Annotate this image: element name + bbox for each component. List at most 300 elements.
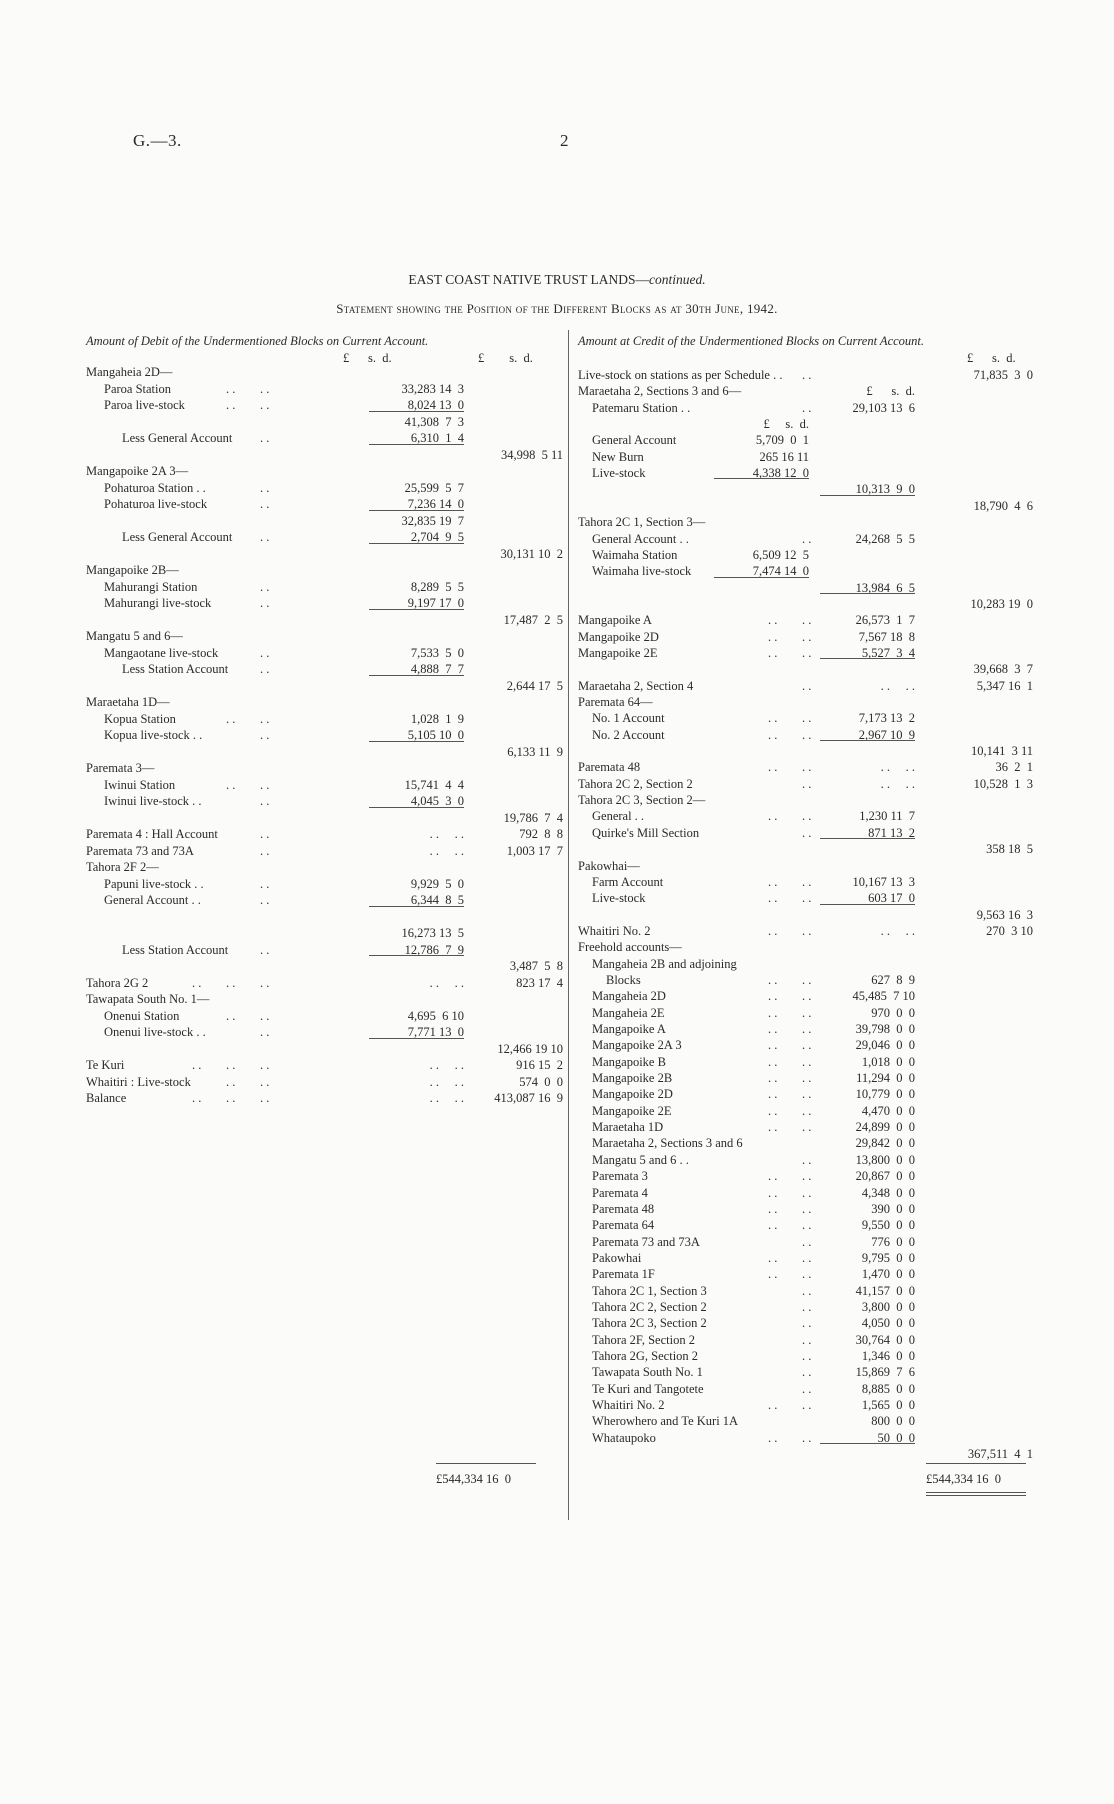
leader-dots: . . <box>260 843 270 858</box>
leader-dots: . . <box>768 711 778 726</box>
credit-row <box>578 481 1033 497</box>
credit-row <box>578 939 1033 955</box>
credit-row <box>578 612 1033 628</box>
leader-dots: . . <box>802 1152 812 1167</box>
leader-dots: . . <box>802 645 812 660</box>
credit-amount-a: 7,173 13 2 <box>858 711 915 726</box>
debit-row-label: Mangatu 5 and 6— <box>86 629 183 643</box>
leader-dots: . . <box>192 1058 202 1072</box>
debit-row <box>86 760 566 776</box>
credit-row-label: Tahora 2C 2, Section 2 <box>592 1299 707 1314</box>
leader-dots: . . <box>802 613 812 628</box>
credit-amount-c: 367,511 4 1 <box>967 1447 1033 1462</box>
debit-amount-b: 823 17 4 <box>516 975 563 990</box>
debit-amount-b: 2,644 17 5 <box>506 678 563 693</box>
leader-dots: . . <box>260 662 270 676</box>
debit-currency-header-b: £ s. d. <box>478 351 533 365</box>
debit-row <box>86 1074 566 1090</box>
credit-row <box>578 1315 1033 1331</box>
leader-dots: . . <box>802 1038 812 1053</box>
leader-dots: . . <box>260 827 270 841</box>
leader-dots: . . <box>768 760 778 775</box>
debit-row <box>86 628 566 644</box>
debit-row <box>86 975 566 991</box>
credit-row-label: Paremata 48 <box>592 1201 655 1216</box>
credit-rule <box>714 577 809 578</box>
leader-dots: . . <box>802 1201 812 1216</box>
debit-row <box>86 909 566 925</box>
credit-row-label: Mangapoike A <box>592 1022 666 1036</box>
debit-row-label: Mangaotane live-stock <box>104 645 219 660</box>
debit-row <box>86 1041 566 1057</box>
credit-row-label: Mangatu 5 and 6 . . <box>592 1152 689 1167</box>
debit-row-label: Iwinui Station <box>104 777 176 792</box>
debit-row-label: Onenui live-stock . . <box>104 1025 206 1039</box>
debit-amount-b: 12,466 19 10 <box>497 1041 563 1056</box>
credit-row-label: Paremata 64— <box>578 695 653 709</box>
leader-dots: . . <box>768 1071 778 1086</box>
leader-dots: . . <box>802 1299 812 1314</box>
credit-row <box>578 1005 1033 1021</box>
debit-amount-a: 5,105 10 0 <box>407 728 464 742</box>
credit-amount-a: 20,867 0 0 <box>855 1169 915 1184</box>
leader-dots: . . <box>802 1120 812 1135</box>
debit-rule <box>369 741 464 742</box>
credit-row <box>578 792 1033 808</box>
double-underline <box>926 1495 1026 1496</box>
credit-row-label: Tahora 2C 3, Section 2 <box>592 1316 707 1331</box>
debit-row <box>86 826 566 842</box>
credit-row-label: Whaitiri No. 2 <box>592 1398 665 1413</box>
credit-amount-a: 4,348 0 0 <box>861 1185 915 1200</box>
credit-row <box>578 759 1033 775</box>
credit-amount-s: 4,338 12 0 <box>752 466 809 481</box>
credit-row <box>578 629 1033 645</box>
credit-row-label: General Account <box>592 433 677 448</box>
credit-row <box>578 1201 1033 1217</box>
debit-row-label: General Account . . <box>104 893 201 907</box>
credit-amount-c: 270 3 10 <box>986 923 1033 938</box>
credit-amount-a: 8,885 0 0 <box>861 1381 915 1396</box>
debit-row-label: Tahora 2F 2— <box>86 860 159 874</box>
debit-row <box>86 810 566 826</box>
leader-dots: . . <box>768 972 778 987</box>
credit-row <box>578 1348 1033 1364</box>
leader-dots: . . <box>768 1201 778 1216</box>
credit-row <box>578 1037 1033 1053</box>
leader-dots: . . <box>802 1332 812 1347</box>
credit-row <box>578 776 1033 792</box>
leader-dots: . . <box>260 579 270 594</box>
credit-amount-a: . . . . <box>880 678 915 693</box>
debit-row <box>86 364 566 380</box>
leader-dots: . . <box>192 975 202 990</box>
credit-amount-a: 9,550 0 0 <box>861 1218 915 1233</box>
credit-row-label: Maraetaha 2, Sections 3 and 6 <box>592 1136 743 1151</box>
leader-dots: . . <box>802 874 812 889</box>
credit-amount-s: 7,474 14 0 <box>752 564 809 579</box>
credit-amount-a: 5,527 3 4 <box>861 645 915 660</box>
leader-dots: . . <box>260 645 270 660</box>
debit-row-label: Less General Account <box>122 530 233 544</box>
credit-amount-a: 970 0 0 <box>871 1005 915 1020</box>
debit-row <box>86 777 566 793</box>
leader-dots: . . <box>226 1074 236 1089</box>
debit-row <box>86 414 566 430</box>
credit-row <box>578 1397 1033 1413</box>
grand-total-rule <box>926 1463 1026 1464</box>
credit-amount-a: 1,470 0 0 <box>861 1267 915 1282</box>
leader-dots: . . <box>802 1185 812 1200</box>
debit-amount-b: 413,087 16 9 <box>494 1091 563 1105</box>
leader-dots: . . <box>260 728 270 742</box>
credit-amount-c: 10,283 19 0 <box>970 596 1033 611</box>
credit-row <box>578 400 1033 416</box>
credit-amount-a: 30,764 0 0 <box>855 1332 915 1347</box>
credit-amount-a: 15,869 7 6 <box>855 1365 915 1380</box>
leader-dots: . . <box>768 1005 778 1020</box>
leader-dots: . . <box>260 596 270 610</box>
debit-row <box>86 958 566 974</box>
debit-row <box>86 1057 566 1073</box>
debit-amount-b: 792 8 8 <box>519 827 563 841</box>
debit-row <box>86 645 566 661</box>
credit-row <box>578 547 1033 563</box>
leader-dots: . . <box>260 398 270 412</box>
credit-row-label: No. 2 Account <box>592 727 665 742</box>
credit-amount-a: 1,018 0 0 <box>861 1054 915 1069</box>
credit-amount-a: 603 17 0 <box>868 891 915 906</box>
credit-amount-s: 5,709 0 1 <box>755 433 809 448</box>
leader-dots: . . <box>768 1038 778 1053</box>
debit-amount-b: 574 0 0 <box>519 1074 563 1089</box>
debit-row <box>86 859 566 875</box>
leader-dots: . . <box>768 1022 778 1036</box>
credit-row <box>578 710 1033 726</box>
leader-dots: . . <box>226 975 236 990</box>
credit-amount-a: 10,167 13 3 <box>852 874 915 889</box>
debit-row <box>86 1024 566 1040</box>
credit-amount-a: 390 0 0 <box>871 1201 915 1216</box>
leader-dots: . . <box>260 1008 270 1023</box>
credit-amount-a: 7,567 18 8 <box>858 629 915 644</box>
credit-row <box>578 858 1033 874</box>
credit-amount-a: 871 13 2 <box>868 825 915 840</box>
debit-row <box>86 1090 566 1106</box>
document-title <box>0 272 1114 288</box>
credit-row-label: Paremata 1F <box>592 1267 655 1282</box>
credit-row <box>578 923 1033 939</box>
leader-dots: . . <box>768 1430 778 1445</box>
credit-row <box>578 1364 1033 1380</box>
credit-amount-a: 10,779 0 0 <box>855 1087 915 1102</box>
credit-row-label: Maraetaha 2, Sections 3 and 6— <box>578 384 742 399</box>
debit-row <box>86 529 566 545</box>
credit-rule <box>820 838 915 839</box>
credit-amount-c: 9,563 16 3 <box>976 907 1033 922</box>
debit-row-label: Less General Account <box>122 431 233 445</box>
debit-amount-a: 15,741 4 4 <box>404 777 464 792</box>
leader-dots: . . <box>802 972 812 987</box>
credit-amount-a: . . . . <box>880 760 915 775</box>
leader-dots: . . <box>260 1058 270 1072</box>
leader-dots: . . <box>802 400 812 415</box>
credit-row-label: Tahora 2C 3, Section 2— <box>578 793 706 808</box>
debit-amount-b: 1,003 17 7 <box>506 843 563 858</box>
debit-rule <box>369 609 464 610</box>
credit-row-label: Tahora 2F, Section 2 <box>592 1332 695 1347</box>
debit-row-label: Papuni live-stock . . <box>104 876 204 891</box>
credit-row <box>578 1054 1033 1070</box>
debit-row-label: Less Station Account <box>122 942 229 957</box>
debit-rule <box>369 510 464 511</box>
leader-dots: . . <box>802 923 812 938</box>
debit-row-label: Kopua live-stock . . <box>104 728 203 742</box>
credit-row <box>578 825 1033 841</box>
credit-amount-a: 24,268 5 5 <box>855 531 915 546</box>
credit-amount-a: 13,800 0 0 <box>855 1152 915 1167</box>
credit-amount-a: 800 0 0 <box>871 1414 915 1429</box>
credit-row-label: Waimaha Station <box>592 547 678 562</box>
debit-amount-a: 25,599 5 7 <box>404 480 464 495</box>
leader-dots: . . <box>226 1091 236 1105</box>
debit-row-label: Mangapoike 2A 3— <box>86 464 189 478</box>
credit-row <box>578 1430 1033 1446</box>
credit-row <box>578 956 1033 972</box>
debit-row <box>86 463 566 479</box>
credit-row-label: Te Kuri and Tangotete <box>592 1381 704 1396</box>
credit-row <box>578 1299 1033 1315</box>
debit-amount-a: 7,236 14 0 <box>407 497 464 511</box>
leader-dots: . . <box>802 1022 812 1036</box>
credit-amount-a: 24,899 0 0 <box>855 1120 915 1135</box>
debit-row <box>86 925 566 941</box>
credit-amount-c: 358 18 5 <box>986 842 1033 857</box>
debit-row <box>86 711 566 727</box>
debit-row <box>86 843 566 859</box>
debit-amount-a: . . . . <box>429 1074 464 1089</box>
credit-amount-c: 10,141 3 11 <box>970 744 1033 759</box>
debit-row-label: Kopua Station <box>104 711 176 726</box>
credit-row <box>578 1217 1033 1233</box>
leader-dots: . . <box>192 1091 202 1105</box>
credit-row-label: Wherowhero and Te Kuri 1A <box>592 1414 739 1429</box>
debit-amount-a: 7,533 5 0 <box>410 645 464 660</box>
credit-row <box>578 1283 1033 1299</box>
debit-row <box>86 1008 566 1024</box>
credit-amount-a: 627 8 9 <box>871 972 915 987</box>
leader-dots: . . <box>260 777 270 792</box>
credit-row-label: Mangapoike A <box>578 613 652 628</box>
credit-rule <box>820 658 915 659</box>
credit-amount-c: 39,668 3 7 <box>973 662 1033 677</box>
credit-amount-a: 1,565 0 0 <box>861 1398 915 1413</box>
leader-dots: . . <box>768 1267 778 1282</box>
double-underline <box>926 1492 1026 1493</box>
leader-dots: . . <box>260 876 270 891</box>
debit-row-label: Tahora 2G 2 <box>86 975 149 990</box>
debit-amount-a: 33,283 14 3 <box>401 381 464 396</box>
debit-row <box>86 727 566 743</box>
credit-row <box>578 743 1033 759</box>
credit-row <box>578 1135 1033 1151</box>
leader-dots: . . <box>802 1218 812 1233</box>
debit-row <box>86 546 566 562</box>
credit-amount-a: 39,798 0 0 <box>855 1022 915 1036</box>
debit-row-label: Onenui Station <box>104 1008 180 1023</box>
debit-row <box>86 562 566 578</box>
debit-row-label: Tawapata South No. 1— <box>86 992 210 1006</box>
leader-dots: . . <box>768 1103 778 1118</box>
leader-dots: . . <box>260 711 270 726</box>
leader-dots: . . <box>768 613 778 628</box>
credit-row-label: Whaitiri No. 2 <box>578 923 651 938</box>
credit-amount-s: 265 16 11 <box>759 449 809 464</box>
leader-dots: . . <box>802 825 812 840</box>
credit-row <box>578 367 1033 383</box>
leader-dots: . . <box>802 891 812 906</box>
debit-amount-a: 6,344 8 5 <box>410 893 464 907</box>
credit-row-label: Whataupoko <box>592 1430 656 1445</box>
leader-dots: . . <box>260 530 270 544</box>
credit-amount-a: 776 0 0 <box>871 1234 915 1249</box>
debit-row <box>86 991 566 1007</box>
debit-rule <box>369 906 464 907</box>
credit-amount-a: 45,485 7 10 <box>852 989 915 1004</box>
debit-row-label: Mangaheia 2D— <box>86 365 173 379</box>
credit-currency-header: £ s. d. <box>967 351 1016 365</box>
debit-row <box>86 612 566 628</box>
credit-row <box>578 678 1033 694</box>
credit-row-label: Waimaha live-stock <box>592 564 692 579</box>
debit-row-label: Te Kuri <box>86 1058 125 1072</box>
credit-amount-c: 18,790 4 6 <box>973 498 1033 513</box>
credit-row-label: Freehold accounts— <box>578 940 682 955</box>
leader-dots: . . <box>802 1103 812 1118</box>
leader-dots: . . <box>768 891 778 906</box>
debit-row <box>86 430 566 446</box>
credit-row <box>578 432 1033 448</box>
credit-row <box>578 988 1033 1004</box>
credit-amount-s: 6,509 12 5 <box>752 547 809 562</box>
debit-amount-a: 9,197 17 0 <box>407 596 464 610</box>
credit-row <box>578 1185 1033 1201</box>
credit-heading: Amount at Credit of the Undermentioned Blocks on Current Account. <box>578 334 925 348</box>
credit-amount-c: 36 2 1 <box>995 760 1033 775</box>
debit-currency-header-a: £ s. d. <box>343 351 392 365</box>
debit-amount-a: 6,310 1 4 <box>410 431 464 445</box>
credit-amount-a: 9,795 0 0 <box>861 1250 915 1265</box>
credit-rule <box>820 495 915 496</box>
leader-dots: . . <box>802 1316 812 1331</box>
credit-rule <box>820 904 915 905</box>
credit-amount-a: 2,967 10 9 <box>858 727 915 742</box>
credit-row <box>578 1446 1033 1462</box>
credit-amount-a: 26,573 1 7 <box>855 613 915 628</box>
debit-row <box>86 579 566 595</box>
credit-amount-a: 1,346 0 0 <box>861 1349 915 1363</box>
credit-row-label: Tahora 2G, Section 2 <box>592 1349 699 1363</box>
leader-dots: . . <box>802 1169 812 1184</box>
debit-row <box>86 678 566 694</box>
leader-dots: . . <box>768 1054 778 1069</box>
credit-row-label: General . . <box>592 809 645 824</box>
column-divider <box>568 330 569 1520</box>
debit-amount-b: 17,487 2 5 <box>503 612 563 627</box>
leader-dots: . . <box>802 1234 812 1249</box>
credit-row <box>578 1119 1033 1135</box>
debit-row <box>86 744 566 760</box>
debit-row <box>86 397 566 413</box>
debit-amount-a: 32,835 19 7 <box>401 513 464 528</box>
credit-amount-a: 4,470 0 0 <box>861 1103 915 1118</box>
debit-row-label: Iwinui live-stock . . <box>104 794 202 808</box>
credit-row <box>578 890 1033 906</box>
leader-dots: . . <box>802 809 812 824</box>
leader-dots: . . <box>226 1058 236 1072</box>
debit-row-label: Balance <box>86 1091 127 1105</box>
credit-row-label: Paremata 64 <box>592 1218 655 1233</box>
credit-row <box>578 661 1033 677</box>
debit-row <box>86 480 566 496</box>
credit-row <box>578 1381 1033 1397</box>
debit-row <box>86 892 566 908</box>
credit-amount-a: 29,103 13 6 <box>852 400 915 415</box>
debit-row <box>86 793 566 809</box>
credit-row <box>578 1168 1033 1184</box>
leader-dots: . . <box>260 1091 270 1105</box>
debit-rule <box>369 444 464 445</box>
credit-row-label: Maraetaha 2, Section 4 <box>578 678 694 693</box>
credit-amount-a: 3,800 0 0 <box>861 1299 915 1314</box>
leader-dots: . . <box>802 1283 812 1298</box>
debit-row <box>86 595 566 611</box>
debit-amount-a: 4,888 7 7 <box>410 662 464 676</box>
debit-rule <box>369 955 464 956</box>
debit-row-label: Paroa Station <box>104 381 172 396</box>
leader-dots: . . <box>802 1087 812 1102</box>
debit-row-label: Paremata 4 : Hall Account <box>86 827 218 841</box>
credit-row <box>578 498 1033 514</box>
credit-row-label: No. 1 Account <box>592 711 665 726</box>
leader-dots: . . <box>802 1005 812 1020</box>
credit-row <box>578 383 1033 399</box>
leader-dots: . . <box>226 398 236 412</box>
debit-amount-a: 4,045 3 0 <box>410 794 464 808</box>
debit-row-label: Paremata 3— <box>86 761 155 775</box>
credit-row-label: Live-stock on stations as per Schedule . . <box>578 368 783 382</box>
credit-row-label: Mangapoike 2D <box>578 629 659 644</box>
debit-rule <box>369 543 464 544</box>
debit-amount-a: . . . . <box>429 975 464 990</box>
credit-rule <box>714 478 809 479</box>
leader-dots: . . <box>768 727 778 742</box>
debit-row <box>86 942 566 958</box>
credit-row-label: Maraetaha 1D <box>592 1120 664 1135</box>
leader-dots: . . <box>226 711 236 726</box>
leader-dots: . . <box>802 678 812 693</box>
debit-amount-b: 34,998 5 11 <box>500 447 563 462</box>
leader-dots: . . <box>768 1185 778 1200</box>
debit-amount-b: 19,786 7 4 <box>503 810 563 825</box>
credit-row <box>578 1103 1033 1119</box>
credit-row-label: Tawapata South No. 1 <box>592 1365 703 1380</box>
debit-amount-b: 6,133 11 9 <box>507 744 563 759</box>
debit-row-label: Pohaturoa Station . . <box>104 480 206 495</box>
leader-dots: . . <box>260 480 270 495</box>
credit-row-label: Tahora 2C 2, Section 2 <box>578 776 693 791</box>
credit-row-label: Live-stock <box>592 466 646 481</box>
